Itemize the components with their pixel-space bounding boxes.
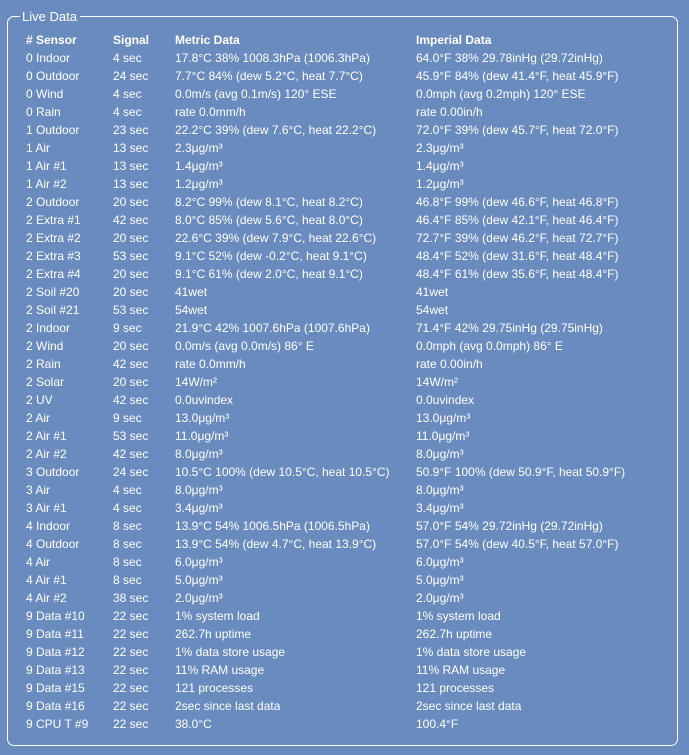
cell-signal: 20 sec [113,339,149,353]
cell-imperial-data: 14W/m² [416,375,458,389]
cell-signal: 22 sec [113,681,149,695]
cell-metric-data: 2sec since last data [175,699,281,713]
cell-signal: 9 sec [113,411,142,425]
cell-metric-data: rate 0.0mm/h [175,105,246,119]
table-row [20,139,676,157]
cell-imperial-data: 72.7°F 39% (dew 46.2°F, heat 72.7°F) [416,231,619,245]
cell-signal: 53 sec [113,249,149,263]
cell-sensor: 1 Air #1 [26,159,67,173]
cell-sensor: 0 Indoor [26,51,71,65]
cell-signal: 13 sec [113,177,149,191]
cell-metric-data: 54wet [175,303,208,317]
panel-title: Live Data [20,8,80,25]
cell-signal: 22 sec [113,609,149,623]
cell-metric-data: 17.8°C 38% 1008.3hPa (1006.3hPa) [175,51,370,65]
cell-imperial-data: 45.9°F 84% (dew 41.4°F, heat 45.9°F) [416,69,619,83]
cell-signal: 8 sec [113,573,142,587]
cell-signal: 13 sec [113,159,149,173]
table-header-row [20,31,676,49]
cell-metric-data: 22.2°C 39% (dew 7.6°C, heat 22.2°C) [175,123,377,137]
cell-metric-data: 9.1°C 61% (dew 2.0°C, heat 9.1°C) [175,267,363,281]
table-row [20,607,676,625]
cell-sensor: 3 Outdoor [26,465,80,479]
header-sensor: # Sensor [26,33,77,47]
table-row [20,229,676,247]
cell-metric-data: 8.0μg/m³ [175,483,223,497]
table-row [20,589,676,607]
cell-metric-data: 8.2°C 99% (dew 8.1°C, heat 8.2°C) [175,195,363,209]
cell-imperial-data: rate 0.00in/h [416,357,483,371]
cell-signal: 42 sec [113,213,149,227]
cell-sensor: 9 CPU T #9 [26,717,89,731]
cell-imperial-data: 46.8°F 99% (dew 46.6°F, heat 46.8°F) [416,195,619,209]
cell-imperial-data: 57.0°F 54% 29.72inHg (29.72inHg) [416,519,603,533]
table-row [20,697,676,715]
cell-sensor: 2 Extra #4 [26,267,81,281]
cell-sensor: 9 Data #16 [26,699,85,713]
cell-metric-data: 2.3μg/m³ [175,141,223,155]
table-row [20,661,676,679]
cell-imperial-data: 41wet [416,285,449,299]
table-row [20,337,676,355]
cell-metric-data: 13.9°C 54% (dew 4.7°C, heat 13.9°C) [175,537,377,551]
table-row [20,517,676,535]
table-row [20,67,676,85]
cell-metric-data: 11.0μg/m³ [175,429,229,443]
cell-imperial-data: 1.4μg/m³ [416,159,464,173]
cell-sensor: 9 Data #12 [26,645,85,659]
table-row [20,175,676,193]
table-row [20,427,676,445]
cell-signal: 22 sec [113,663,149,677]
live-data-table [20,31,676,733]
cell-metric-data: 41wet [175,285,208,299]
cell-metric-data: 11% RAM usage [175,663,265,677]
cell-signal: 20 sec [113,195,149,209]
cell-signal: 4 sec [113,483,142,497]
cell-imperial-data: 1.2μg/m³ [416,177,464,191]
cell-signal: 53 sec [113,429,149,443]
table-row [20,157,676,175]
cell-imperial-data: 46.4°F 85% (dew 42.1°F, heat 46.4°F) [416,213,619,227]
cell-signal: 8 sec [113,555,142,569]
table-row [20,481,676,499]
cell-sensor: 2 Rain [26,357,61,371]
cell-imperial-data: 1% data store usage [416,645,527,659]
cell-metric-data: 10.5°C 100% (dew 10.5°C, heat 10.5°C) [175,465,390,479]
cell-metric-data: 5.0μg/m³ [175,573,223,587]
cell-sensor: 1 Outdoor [26,123,80,137]
cell-sensor: 2 Indoor [26,321,71,335]
cell-sensor: 4 Indoor [26,519,71,533]
table-row [20,247,676,265]
cell-signal: 4 sec [113,501,142,515]
table-row [20,49,676,67]
cell-signal: 8 sec [113,519,142,533]
cell-sensor: 3 Air [26,483,51,497]
cell-sensor: 4 Air [26,555,51,569]
cell-sensor: 2 Extra #3 [26,249,81,263]
cell-imperial-data: 13.0μg/m³ [416,411,471,425]
cell-imperial-data: 121 processes [416,681,495,695]
cell-sensor: 2 Soil #20 [26,285,80,299]
cell-metric-data: 1% data store usage [175,645,286,659]
cell-imperial-data: 3.4μg/m³ [416,501,464,515]
cell-sensor: 3 Air #1 [26,501,67,515]
cell-imperial-data: 11% RAM usage [416,663,506,677]
cell-sensor: 2 Air #2 [26,447,67,461]
cell-sensor: 1 Air #2 [26,177,67,191]
cell-signal: 22 sec [113,645,149,659]
cell-sensor: 0 Outdoor [26,69,80,83]
table-row [20,283,676,301]
table-row [20,391,676,409]
cell-metric-data: 8.0°C 85% (dew 5.6°C, heat 8.0°C) [175,213,363,227]
cell-metric-data: 121 processes [175,681,254,695]
cell-sensor: 0 Wind [26,87,64,101]
table-row [20,319,676,337]
cell-sensor: 2 Wind [26,339,64,353]
cell-signal: 42 sec [113,447,149,461]
cell-metric-data: 22.6°C 39% (dew 7.9°C, heat 22.6°C) [175,231,377,245]
table-row [20,409,676,427]
cell-signal: 20 sec [113,231,149,245]
cell-sensor: 2 UV [26,393,53,407]
table-row [20,571,676,589]
cell-metric-data: 7.7°C 84% (dew 5.2°C, heat 7.7°C) [175,69,363,83]
cell-imperial-data: 11.0μg/m³ [416,429,470,443]
header-signal: Signal [113,33,150,47]
table-row [20,463,676,481]
cell-sensor: 9 Data #15 [26,681,85,695]
cell-imperial-data: 64.0°F 38% 29.78inHg (29.72inHg) [416,51,603,65]
table-row [20,103,676,121]
cell-sensor: 9 Data #13 [26,663,85,677]
table-row [20,85,676,103]
cell-metric-data: rate 0.0mm/h [175,357,246,371]
cell-sensor: 1 Air [26,141,51,155]
cell-signal: 24 sec [113,465,149,479]
cell-metric-data: 13.9°C 54% 1006.5hPa (1006.5hPa) [175,519,370,533]
header-imperial-data: Imperial Data [416,33,492,47]
cell-imperial-data: 72.0°F 39% (dew 45.7°F, heat 72.0°F) [416,123,619,137]
cell-sensor: 0 Rain [26,105,61,119]
cell-sensor: 2 Air #1 [26,429,67,443]
table-row [20,499,676,517]
table-row [20,373,676,391]
cell-metric-data: 38.0°C [175,717,212,731]
cell-metric-data: 3.4μg/m³ [175,501,223,515]
cell-signal: 22 sec [113,627,149,641]
cell-metric-data: 1% system load [175,609,260,623]
table-row [20,301,676,319]
cell-sensor: 9 Data #10 [26,609,85,623]
table-row [20,445,676,463]
cell-signal: 24 sec [113,69,149,83]
header-metric-data: Metric Data [175,33,240,47]
cell-imperial-data: 0.0mph (avg 0.0mph) 86° E [416,339,563,353]
cell-signal: 13 sec [113,141,149,155]
cell-metric-data: 14W/m² [175,375,217,389]
cell-metric-data: 0.0m/s (avg 0.0m/s) 86° E [175,339,314,353]
table-row [20,193,676,211]
cell-imperial-data: 262.7h uptime [416,627,493,641]
cell-metric-data: 1.4μg/m³ [175,159,223,173]
cell-signal: 8 sec [113,537,142,551]
cell-metric-data: 8.0μg/m³ [175,447,223,461]
cell-imperial-data: 54wet [416,303,449,317]
cell-metric-data: 1.2μg/m³ [175,177,223,191]
table-row [20,715,676,733]
cell-sensor: 9 Data #11 [26,627,84,641]
table-row [20,679,676,697]
cell-imperial-data: 8.0μg/m³ [416,483,464,497]
cell-signal: 4 sec [113,87,142,101]
cell-sensor: 4 Outdoor [26,537,80,551]
cell-imperial-data: 71.4°F 42% 29.75inHg (29.75inHg) [416,321,603,335]
cell-imperial-data: 0.0uvindex [416,393,475,407]
cell-imperial-data: 0.0mph (avg 0.2mph) 120° ESE [416,87,586,101]
cell-imperial-data: 2.3μg/m³ [416,141,464,155]
table-row [20,643,676,661]
cell-imperial-data: 57.0°F 54% (dew 40.5°F, heat 57.0°F) [416,537,619,551]
cell-metric-data: 2.0μg/m³ [175,591,223,605]
cell-imperial-data: 2.0μg/m³ [416,591,464,605]
cell-imperial-data: 1% system load [416,609,501,623]
cell-metric-data: 13.0μg/m³ [175,411,230,425]
table-row [20,121,676,139]
cell-imperial-data: rate 0.00in/h [416,105,483,119]
cell-signal: 23 sec [113,123,149,137]
cell-signal: 42 sec [113,357,149,371]
cell-imperial-data: 8.0μg/m³ [416,447,464,461]
cell-imperial-data: 50.9°F 100% (dew 50.9°F, heat 50.9°F) [416,465,626,479]
cell-signal: 20 sec [113,267,149,281]
cell-sensor: 2 Solar [26,375,65,389]
cell-imperial-data: 2sec since last data [416,699,522,713]
cell-sensor: 2 Air [26,411,51,425]
cell-sensor: 2 Soil #21 [26,303,80,317]
cell-signal: 4 sec [113,105,142,119]
cell-sensor: 4 Air #2 [26,591,67,605]
cell-metric-data: 262.7h uptime [175,627,252,641]
table-row [20,265,676,283]
cell-signal: 20 sec [113,285,149,299]
cell-signal: 38 sec [113,591,149,605]
table-row [20,211,676,229]
cell-sensor: 2 Extra #2 [26,231,81,245]
cell-signal: 53 sec [113,303,149,317]
cell-signal: 22 sec [113,699,149,713]
cell-imperial-data: 48.4°F 52% (dew 31.6°F, heat 48.4°F) [416,249,619,263]
cell-metric-data: 0.0m/s (avg 0.1m/s) 120° ESE [175,87,337,101]
cell-metric-data: 0.0uvindex [175,393,234,407]
table-row [20,553,676,571]
cell-metric-data: 9.1°C 52% (dew -0.2°C, heat 9.1°C) [175,249,367,263]
cell-metric-data: 21.9°C 42% 1007.6hPa (1007.6hPa) [175,321,370,335]
cell-imperial-data: 6.0μg/m³ [416,555,464,569]
cell-imperial-data: 5.0μg/m³ [416,573,464,587]
table-row [20,625,676,643]
cell-imperial-data: 48.4°F 61% (dew 35.6°F, heat 48.4°F) [416,267,619,281]
cell-signal: 4 sec [113,51,142,65]
table-row [20,355,676,373]
cell-sensor: 2 Outdoor [26,195,80,209]
cell-signal: 22 sec [113,717,149,731]
cell-sensor: 2 Extra #1 [26,213,81,227]
table-row [20,535,676,553]
cell-signal: 20 sec [113,375,149,389]
cell-imperial-data: 100.4°F [416,717,459,731]
cell-signal: 9 sec [113,321,142,335]
cell-sensor: 4 Air #1 [26,573,67,587]
cell-metric-data: 6.0μg/m³ [175,555,223,569]
cell-signal: 42 sec [113,393,149,407]
